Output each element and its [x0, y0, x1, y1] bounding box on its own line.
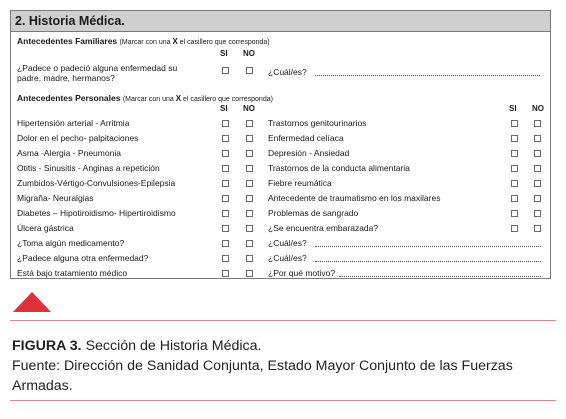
- personal-right-no-checkbox[interactable]: [534, 120, 541, 127]
- personal-left-item: Migraña- Neuralgias: [17, 193, 94, 203]
- personal-right-si-checkbox[interactable]: [511, 225, 518, 232]
- familiares-si-checkbox[interactable]: [222, 67, 229, 74]
- personal-right-si-checkbox[interactable]: [511, 150, 518, 157]
- personal-left-si-checkbox[interactable]: [222, 150, 229, 157]
- personal-left-item: Asma -Alergia - Pneumonia: [17, 148, 121, 158]
- familiares-title: Antecedentes Familiares: [17, 36, 118, 46]
- personal-right-item: Enfermedad celíaca: [268, 133, 344, 143]
- personal-left-si-checkbox[interactable]: [222, 270, 229, 277]
- personal-left-no-checkbox[interactable]: [246, 180, 253, 187]
- personal-left-item: ¿Padece alguna otra enfermedad?: [17, 253, 149, 263]
- personal-right-si-checkbox[interactable]: [511, 195, 518, 202]
- personal-left-si-checkbox[interactable]: [222, 135, 229, 142]
- personal-left-no-checkbox[interactable]: [246, 255, 253, 262]
- personal-left-no-checkbox[interactable]: [246, 210, 253, 217]
- personal-right-item: Antecedente de traumatismo en los maxilares: [268, 193, 441, 203]
- personales-col-si: SI: [220, 104, 228, 113]
- personal-right-item: Problemas de sangrado: [268, 208, 359, 218]
- caption-bottom-rule: [10, 400, 556, 401]
- personal-right-no-checkbox[interactable]: [534, 195, 541, 202]
- personal-left-si-checkbox[interactable]: [222, 255, 229, 262]
- personal-followup-label: ¿Cuál/es?: [268, 253, 307, 263]
- personales-section-title: [17, 93, 273, 103]
- personal-right-si-checkbox[interactable]: [511, 180, 518, 187]
- personales-note: (Marcar con una X el casillero que corresponda): [122, 94, 273, 103]
- personal-left-item: Está bajo tratamiento médico: [17, 268, 128, 278]
- personal-followup-line[interactable]: [315, 261, 541, 262]
- figure-label: FIGURA 3.: [12, 338, 82, 354]
- personal-left-si-checkbox[interactable]: [222, 120, 229, 127]
- personal-left-no-checkbox[interactable]: [246, 240, 253, 247]
- personal-right-item: ¿Se encuentra embarazada?: [268, 223, 379, 233]
- personal-followup-line[interactable]: [339, 276, 541, 277]
- personal-left-item: ¿Toma algún medicamento?: [17, 238, 125, 248]
- personal-followup-label: ¿Por qué motivo?: [268, 268, 336, 278]
- figure-caption: [12, 336, 557, 396]
- personal-right-no-checkbox[interactable]: [534, 210, 541, 217]
- personal-left-no-checkbox[interactable]: [246, 150, 253, 157]
- personal-left-no-checkbox[interactable]: [246, 165, 253, 172]
- personal-right-no-checkbox[interactable]: [534, 165, 541, 172]
- red-triangle-marker: [13, 292, 51, 312]
- familiares-question: ¿Padece o padeció alguna enfermedad su padre, madre, hermanos?: [17, 63, 178, 83]
- personal-left-si-checkbox[interactable]: [222, 240, 229, 247]
- personal-right-si-checkbox[interactable]: [511, 210, 518, 217]
- personal-left-item: Úlcera gástrica: [17, 223, 74, 233]
- familiares-no-checkbox[interactable]: [246, 67, 253, 74]
- personal-left-item: Zumbidos-Vértigo-Convulsiones-Epilepsia: [17, 178, 176, 188]
- personal-right-no-checkbox[interactable]: [534, 150, 541, 157]
- personales-col-no: NO: [243, 104, 255, 113]
- familiares-section-title: [17, 36, 270, 46]
- personal-left-si-checkbox[interactable]: [222, 225, 229, 232]
- personal-left-item: Dolor en el pecho- palpitaciones: [17, 133, 139, 143]
- personal-right-item: Trastornos de la conducta alimentaria: [268, 163, 410, 173]
- personal-right-item: Trastornos genitourinarios: [268, 118, 367, 128]
- personal-left-si-checkbox[interactable]: [222, 180, 229, 187]
- personal-left-no-checkbox[interactable]: [246, 195, 253, 202]
- familiares-note: (Marcar con una X el casillero que corresponda): [119, 37, 270, 46]
- personal-left-si-checkbox[interactable]: [222, 195, 229, 202]
- personal-right-si-checkbox[interactable]: [511, 135, 518, 142]
- medical-history-form: [10, 10, 551, 279]
- personal-right-item: Depresión - Ansiedad: [268, 148, 350, 158]
- personal-right-no-checkbox[interactable]: [534, 180, 541, 187]
- personal-left-si-checkbox[interactable]: [222, 210, 229, 217]
- personal-left-item: Hipertensión arterial - Arritmia: [17, 118, 130, 128]
- personal-right-si-checkbox[interactable]: [511, 165, 518, 172]
- personales-col-si-right: SI: [509, 104, 517, 113]
- personal-left-item: Otitis - Sinusitis - Anginas a repetición: [17, 163, 160, 173]
- personal-right-item: Fiebre reumática: [268, 178, 332, 188]
- familiares-col-no: NO: [243, 49, 255, 58]
- personal-left-no-checkbox[interactable]: [246, 225, 253, 232]
- familiares-cual-label: ¿Cuál/es?: [268, 67, 307, 77]
- form-title: 2. Historia Médica.: [11, 11, 550, 32]
- personal-right-si-checkbox[interactable]: [511, 120, 518, 127]
- figure-source: Fuente: Dirección de Sanidad Conjunta, Estado Mayor Conjunto de las Fuerzas Armadas.: [12, 358, 513, 394]
- figure-caption-line: [12, 336, 557, 356]
- personales-col-no-right: NO: [532, 104, 544, 113]
- figure-text: Sección de Historia Médica.: [81, 338, 262, 354]
- personal-left-item: Diabetes – Hipotiroidismo- Hipertiroidismo: [17, 208, 176, 218]
- personal-followup-line[interactable]: [315, 246, 541, 247]
- personal-right-no-checkbox[interactable]: [534, 135, 541, 142]
- caption-top-rule: [10, 320, 556, 321]
- personal-right-no-checkbox[interactable]: [534, 225, 541, 232]
- familiares-cual-line[interactable]: [315, 75, 540, 76]
- personal-left-no-checkbox[interactable]: [246, 135, 253, 142]
- personal-followup-label: ¿Cuál/es?: [268, 238, 307, 248]
- personal-left-si-checkbox[interactable]: [222, 165, 229, 172]
- personal-left-no-checkbox[interactable]: [246, 120, 253, 127]
- familiares-col-si: SI: [220, 49, 228, 58]
- personales-title: Antecedentes Personales: [17, 93, 121, 103]
- personal-left-no-checkbox[interactable]: [246, 270, 253, 277]
